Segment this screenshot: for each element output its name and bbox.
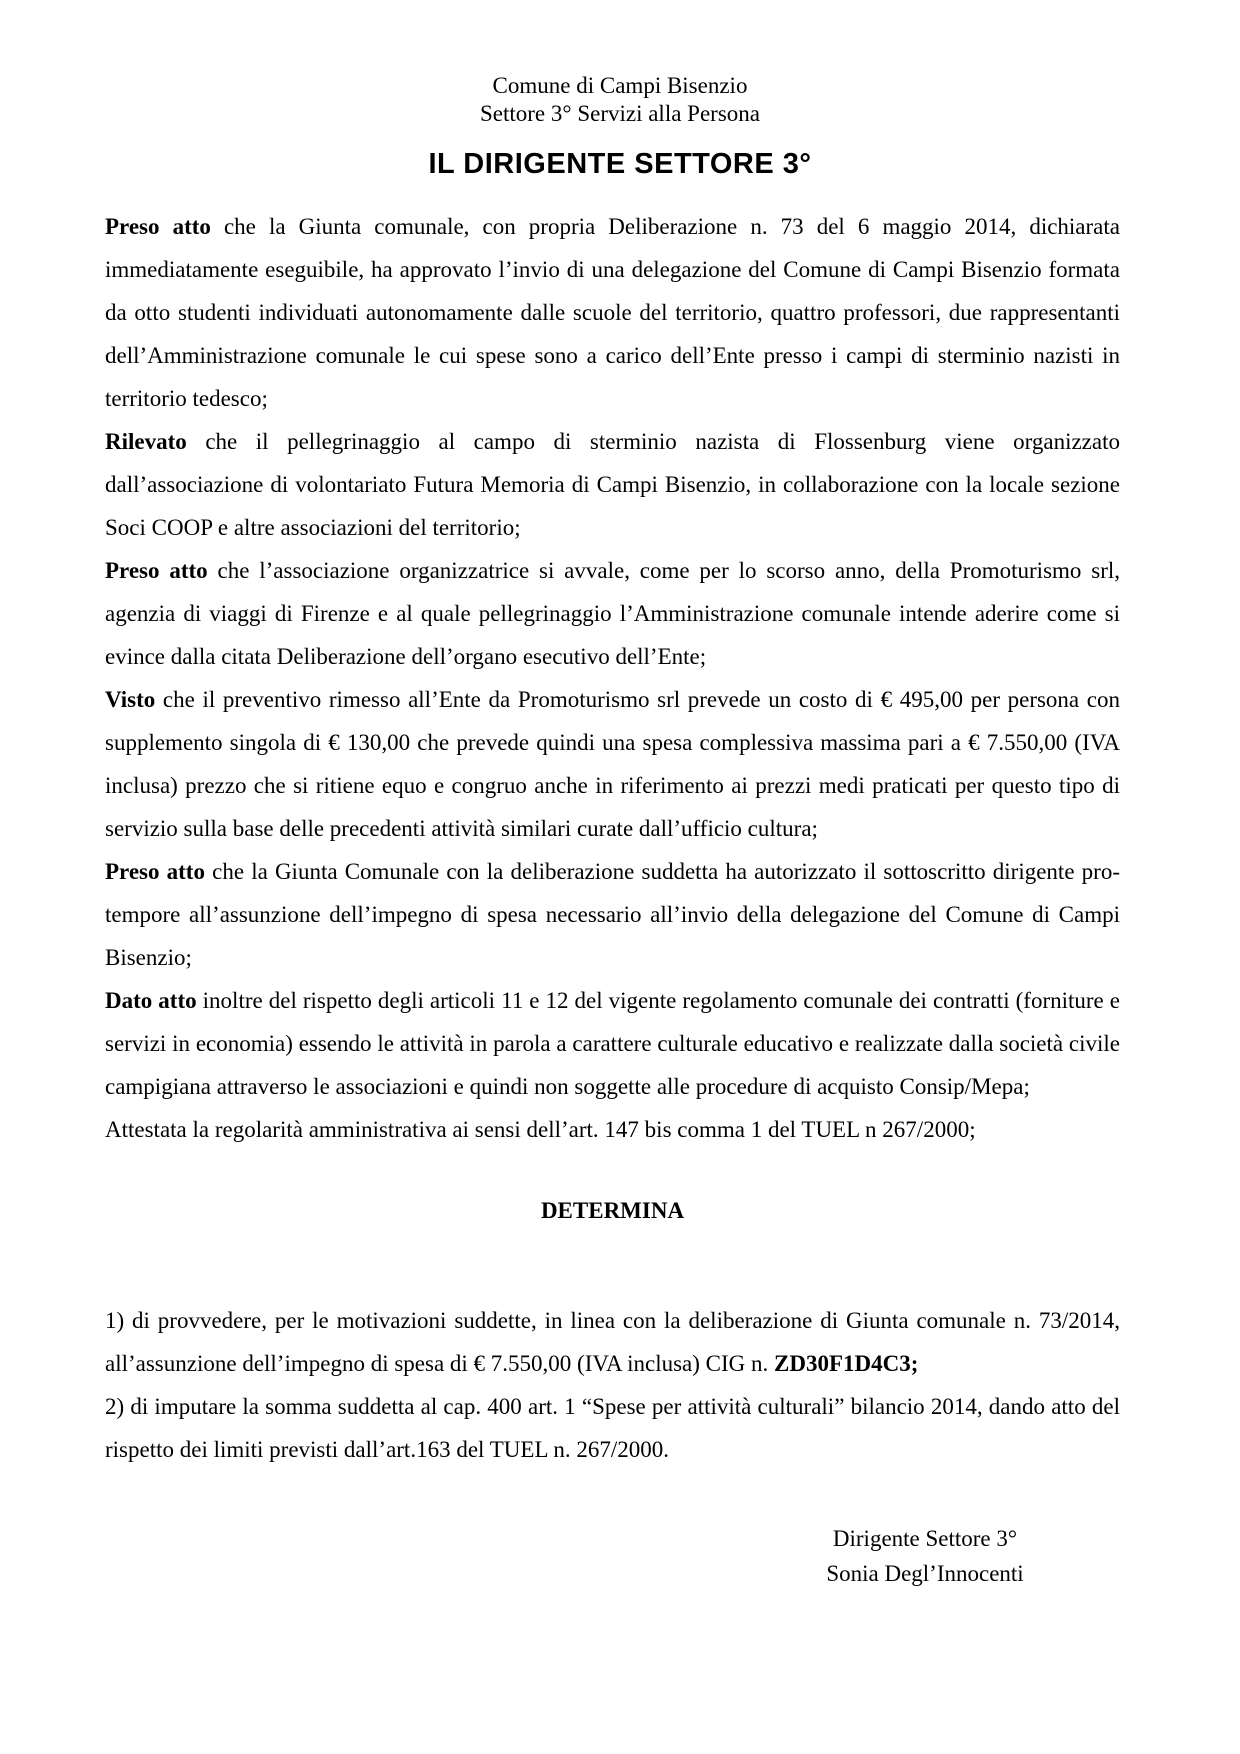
paragraph-text: che l’associazione organizzatrice si avvale, come per lo scorso anno, della Promoturismo srl, agenzia di viaggi di Firenze e al quale pellegrinaggio l’Amministrazione comunale intende aderire come si evince dalla citata Deliberazione dell’organo esecutivo dell’Ente; xyxy=(105,558,1120,669)
page-title: IL DIRIGENTE SETTORE 3° xyxy=(428,148,812,180)
paragraph-preso-atto-1 xyxy=(105,205,1120,420)
paragraph-dato-atto xyxy=(105,979,1120,1108)
determina-heading: DETERMINA xyxy=(540,1198,685,1223)
header-line-1: Comune di Campi Bisenzio xyxy=(492,73,748,98)
paragraph-lead: Rilevato xyxy=(105,429,187,454)
determina-item-1 xyxy=(105,1299,1120,1385)
paragraph-text: inoltre del rispetto degli articoli 11 e 12 del vigente regolamento comunale dei contratti (forniture e servizi in economia) essendo le attività in parola a carattere culturale educativo e realizzate dalla società civile campigiana attraverso le associazioni e quindi non soggette alle procedure di acquisto Consip/Mepa; xyxy=(105,988,1120,1099)
paragraph-visto xyxy=(105,678,1120,850)
item-text: 2) di imputare la somma suddetta al cap. 400 art. 1 “Spese per attività culturali” bilancio 2014, dando atto del rispetto dei limiti previsti dall’art.163 del TUEL n. 267/2000. xyxy=(105,1394,1120,1462)
item-bold-end: ZD30F1D4C3; xyxy=(774,1351,919,1376)
paragraph-preso-atto-2 xyxy=(105,549,1120,678)
signature-role: Dirigente Settore 3° xyxy=(832,1526,1018,1551)
paragraph-text: che la Giunta Comunale con la deliberazione suddetta ha autorizzato il sottoscritto dirigente pro-tempore all’assunzione dell’impegno di spesa necessario all’invio della delegazione del Comune di Campi Bisenzio; xyxy=(105,859,1121,970)
signature-block xyxy=(760,1521,1090,1591)
document-body xyxy=(105,205,1120,1151)
signature-name: Sonia Degl’Innocenti xyxy=(826,1561,1024,1586)
paragraph-text: Attestata la regolarità amministrativa ai sensi dell’art. 147 bis comma 1 del TUEL n 267/2000; xyxy=(105,1117,976,1142)
paragraph-text: che il pellegrinaggio al campo di sterminio nazista di Flossenburg viene organizzato dall’associazione di volontariato Futura Memoria di Campi Bisenzio, in collaborazione con la locale sezione Soci COOP e altre associazioni del territorio; xyxy=(105,429,1120,540)
paragraph-lead: Dato atto xyxy=(105,988,197,1013)
paragraph-rilevato xyxy=(105,420,1120,549)
determina-item-2 xyxy=(105,1385,1120,1471)
paragraph-lead: Preso atto xyxy=(105,214,211,239)
determina-body xyxy=(105,1299,1120,1471)
item-text: 1) di provvedere, per le motivazioni suddette, in linea con la deliberazione di Giunta comunale n. 73/2014, all’assunzione dell’impegno di spesa di € 7.550,00 (IVA inclusa) CIG n. xyxy=(105,1308,1120,1376)
paragraph-preso-atto-3 xyxy=(105,850,1120,979)
paragraph-text: che la Giunta comunale, con propria Deliberazione n. 73 del 6 maggio 2014, dichiarata immediatamente eseguibile, ha approvato l’invio di una delegazione del Comune di Campi Bisenzio formata da otto studenti individuati autonomamente dalle scuole del territorio, quattro professori, due rappresentanti dell’Amministrazione comunale le cui spese sono a carico dell’Ente presso i campi di sterminio nazisti in territorio tedesco; xyxy=(105,214,1120,411)
paragraph-attestata xyxy=(105,1108,1120,1151)
paragraph-text: che il preventivo rimesso all’Ente da Promoturismo srl prevede un costo di € 495,00 per persona con supplemento singola di € 130,00 che prevede quindi una spesa complessiva massima pari a € 7.550,00 (IVA inclusa) prezzo che si ritiene equo e congruo anche in riferimento ai prezzi medi praticati per questo tipo di servizio sulla base delle precedenti attività similari curate dall’ufficio cultura; xyxy=(105,687,1120,841)
paragraph-lead: Visto xyxy=(105,687,156,712)
paragraph-lead: Preso atto xyxy=(105,558,208,583)
doc-header xyxy=(0,0,1240,128)
paragraph-lead: Preso atto xyxy=(105,859,205,884)
header-line-2: Settore 3° Servizi alla Persona xyxy=(479,101,760,126)
